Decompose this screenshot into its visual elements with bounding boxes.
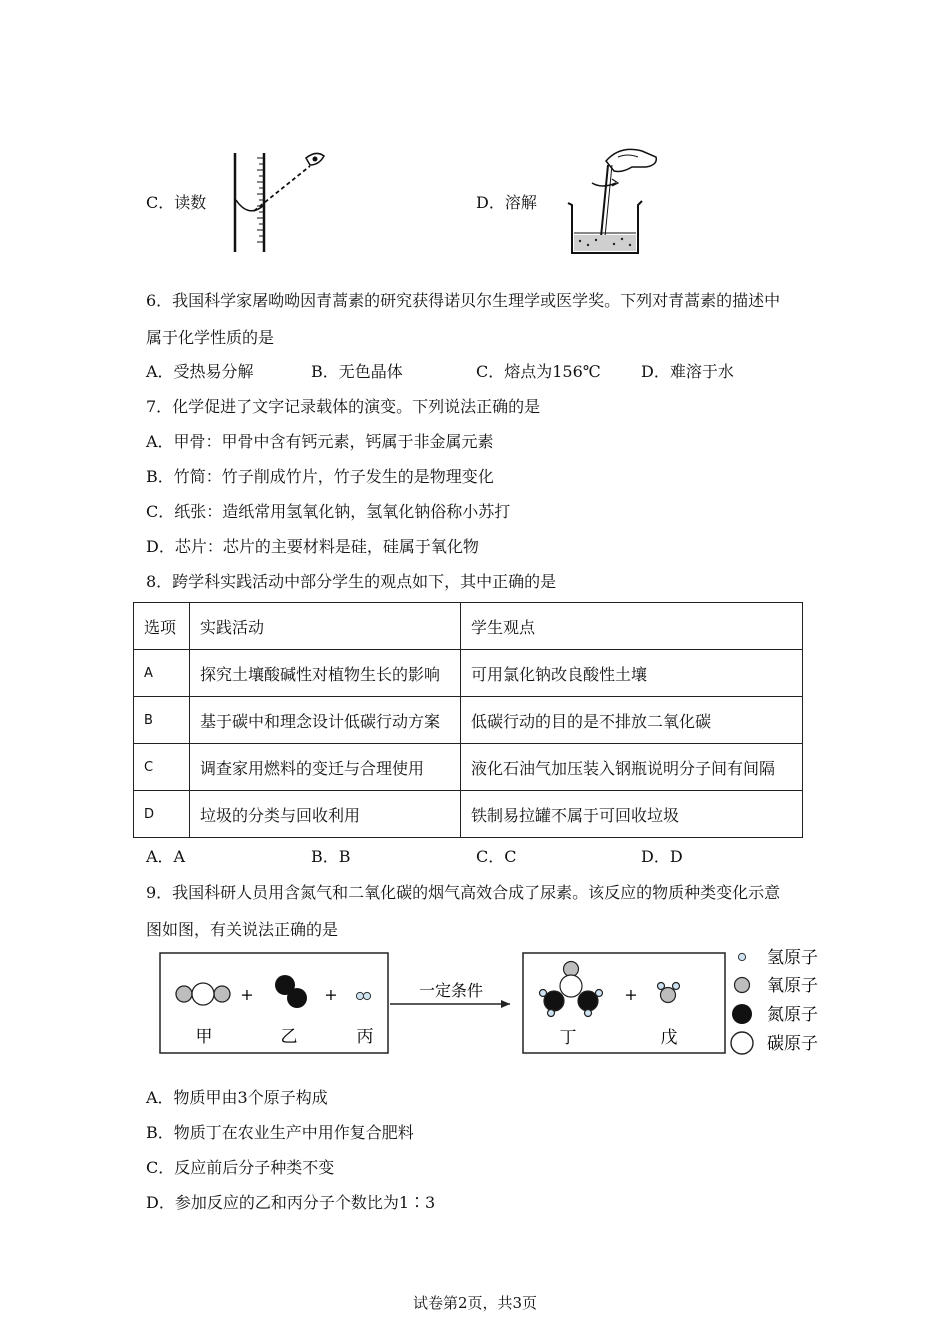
row-option-label: A: [134, 650, 190, 697]
q8-option-a: A．A: [146, 847, 186, 866]
q6-option-d: D．难溶于水: [641, 362, 734, 381]
atom-legend: [731, 948, 818, 1054]
label-ding: 丁: [559, 1028, 577, 1048]
q9-reaction-diagram: [150, 940, 850, 1062]
q6-option-c: C．熔点为156℃: [476, 362, 601, 381]
row-viewpoint: 可用氯化钠改良酸性土壤: [461, 650, 803, 697]
label-bing: 丙: [356, 1027, 374, 1047]
legend-carbon: 碳原子: [767, 1034, 818, 1054]
q5-option-d-label: D．溶解: [476, 193, 537, 212]
row-option-label: B: [134, 697, 190, 744]
nitrogen-atom-icon: [732, 1004, 752, 1024]
row-viewpoint: 液化石油气加压装入钢瓶说明分子间有间隔: [461, 744, 803, 791]
molecule-wu: [658, 983, 680, 1003]
q9-option-c: C．反应前后分子种类不变: [146, 1158, 335, 1177]
legend-nitrogen: 氮原子: [767, 1005, 818, 1025]
molecule-jia: [176, 983, 230, 1005]
hydrogen-atom-icon: [738, 953, 745, 960]
q8-option-d: D．D: [641, 847, 683, 866]
molecule-ding: [540, 962, 603, 1017]
row-option-label: C: [134, 744, 190, 791]
row-viewpoint: 低碳行动的目的是不排放二氧化碳: [461, 697, 803, 744]
row-viewpoint: 铁制易拉罐不属于可回收垃圾: [461, 791, 803, 838]
plus-sign-2: +: [324, 985, 338, 1004]
reaction-condition: 一定条件: [418, 981, 484, 1000]
q7-option-b: B．竹简：竹子削成竹片，竹子发生的是物理变化: [146, 467, 494, 486]
header-cell-option: 选项: [134, 603, 190, 650]
plus-sign-3: +: [624, 985, 638, 1004]
table-row: [134, 697, 803, 744]
molecule-bing: [356, 992, 370, 999]
q8-option-b: B．B: [311, 847, 351, 866]
molecule-yi: [275, 975, 307, 1008]
q7-option-d: D．芯片：芯片的主要材料是硅，硅属于氧化物: [146, 537, 479, 556]
q7-option-a: A．甲骨：甲骨中含有钙元素，钙属于非金属元素: [146, 432, 494, 451]
table-row: [134, 650, 803, 697]
q5-option-c-label: C．读数: [146, 193, 207, 212]
label-yi: 乙: [280, 1027, 298, 1047]
graduated-cylinder-reading-figure: [226, 148, 331, 254]
q6-stem-line2: 属于化学性质的是: [146, 328, 275, 347]
label-jia: 甲: [195, 1027, 213, 1047]
q8-option-c: C．C: [476, 847, 517, 866]
row-option-label: D: [134, 791, 190, 838]
label-wu: 戊: [660, 1028, 678, 1048]
q9-stem-line1: 9．我国科研人员用含氮气和二氧化碳的烟气高效合成了尿素。该反应的物质种类变化示意: [146, 883, 781, 902]
q9-option-d: D．参加反应的乙和丙分子个数比为1∶3: [146, 1193, 436, 1212]
table-header-row: [134, 603, 803, 650]
q8-stem: 8．跨学科实践活动中部分学生的观点如下，其中正确的是: [146, 572, 557, 591]
plus-sign-1: +: [240, 985, 254, 1004]
legend-oxygen: 氧原子: [767, 976, 818, 996]
header-cell-activity: 实践活动: [190, 603, 461, 650]
q7-option-c: C．纸张：造纸常用氢氧化钠，氢氧化钠俗称小苏打: [146, 502, 511, 521]
q6-option-a: A．受热易分解: [146, 362, 254, 381]
q9-option-b: B．物质丁在农业生产中用作复合肥料: [146, 1123, 414, 1142]
page-footer: 试卷第2页，共3页: [412, 1294, 538, 1312]
row-activity: 垃圾的分类与回收利用: [190, 791, 461, 838]
row-activity: 探究土壤酸碱性对植物生长的影响: [190, 650, 461, 697]
carbon-atom-icon: [731, 1032, 753, 1054]
row-activity: 调查家用燃料的变迁与合理使用: [190, 744, 461, 791]
q9-stem-line2: 图如图，有关说法正确的是: [146, 920, 339, 939]
reactants-box: [160, 953, 388, 1053]
q7-stem: 7．化学促进了文字记录载体的演变。下列说法正确的是: [146, 397, 541, 416]
oxygen-atom-icon: [735, 978, 750, 993]
q6-option-b: B．无色晶体: [311, 362, 403, 381]
row-activity: 基于碳中和理念设计低碳行动方案: [190, 697, 461, 744]
table-row: [134, 791, 803, 838]
dissolving-beaker-figure: [562, 143, 662, 260]
table-row: [134, 744, 803, 791]
q8-table: [133, 602, 803, 838]
arrow-head-icon: [501, 1000, 510, 1008]
q6-stem-line1: 6．我国科学家屠呦呦因青蒿素的研究获得诺贝尔生理学或医学奖。下列对青蒿素的描述中: [146, 291, 781, 310]
legend-hydrogen: 氢原子: [767, 948, 818, 968]
header-cell-viewpoint: 学生观点: [461, 603, 803, 650]
q9-option-a: A．物质甲由3个原子构成: [146, 1088, 328, 1107]
